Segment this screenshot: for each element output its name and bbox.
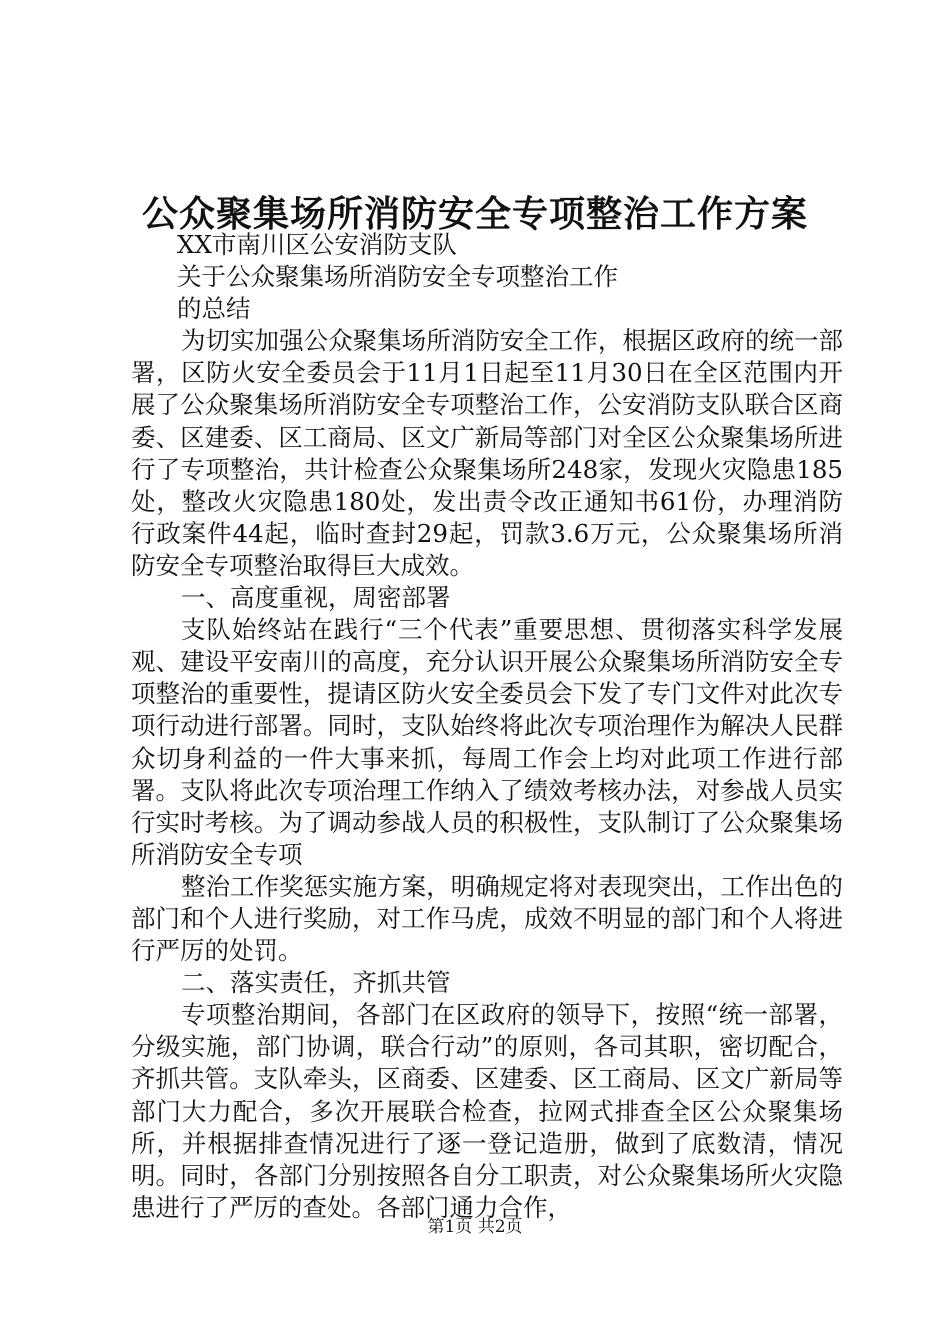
paragraph-rewards: 整治工作奖惩实施方案，明确规定将对表现突出，工作出色的部门和个人进行奖励，对工作马虎，成效不明显的部门和个人将进行严厉的处罚。 [131, 871, 843, 966]
section-heading-2: 二、落实责任，齐抓共管 [181, 968, 451, 998]
paragraph-section-2: 专项整治期间，各部门在区政府的领导下，按照“统一部署，分级实施，部门协调，联合行动”的原则，各司其职，密切配合，齐抓共管。支队牵头，区商委、区建委、区工商局、区文广新局等部门大力配合，多次开展联合检查，拉网式排查全区公众聚集场所，并根据排查情况进行了逐一登记造册，做到了底数清，情况明。同时，各部门分别按照各自分工职责，对公众聚集场所火灾隐患进行了严厉的查处。各部门通力合作， [131, 1000, 843, 1222]
page-number-footer: 第1页 共2页 [427, 1217, 523, 1237]
header-line-subject: 关于公众聚集场所消防安全专项整治工作 [177, 262, 618, 292]
paragraph-intro: 为切实加强公众聚集场所消防安全工作，根据区政府的统一部署，区防火安全委员会于11月1日起至11月30日在全区范围内开展了公众聚集场所消防安全专项整治工作，公安消防支队联合区商委、区建委、区工商局、区文广新局等部门对全区公众聚集场所进行了专项整治，共计检查公众聚集场所248家，发现火灾隐患185处，整改火灾隐患180处，发出责令改正通知书61份，办理消防行政案件44起，临时查封29起，罚款3.6万元，公众聚集场所消防安全专项整治取得巨大成效。 [131, 326, 843, 580]
document-body [131, 229, 843, 1224]
document-title: 公众聚集场所消防安全专项整治工作方案 [141, 193, 808, 235]
header-line-summary: 的总结 [177, 294, 251, 324]
paragraph-section-1: 支队始终站在践行“三个代表”重要思想、贯彻落实科学发展观、建设平安南川的高度，充分认识开展公众聚集场所消防安全专项整治的重要性，提请区防火安全委员会下发了专门文件对此次专项行动进行部署。同时，支队始终将此次专项治理作为解决人民群众切身利益的一件大事来抓，每周工作会上均对此项工作进行部署。支队将此次专项治理工作纳入了绩效考核办法，对参战人员实行实时考核。为了调动参战人员的积极性，支队制订了公众聚集场所消防安全专项 [131, 615, 843, 869]
header-line-organization: XX市南川区公安消防支队 [177, 230, 457, 259]
section-heading-1: 一、高度重视，周密部署 [181, 583, 451, 613]
